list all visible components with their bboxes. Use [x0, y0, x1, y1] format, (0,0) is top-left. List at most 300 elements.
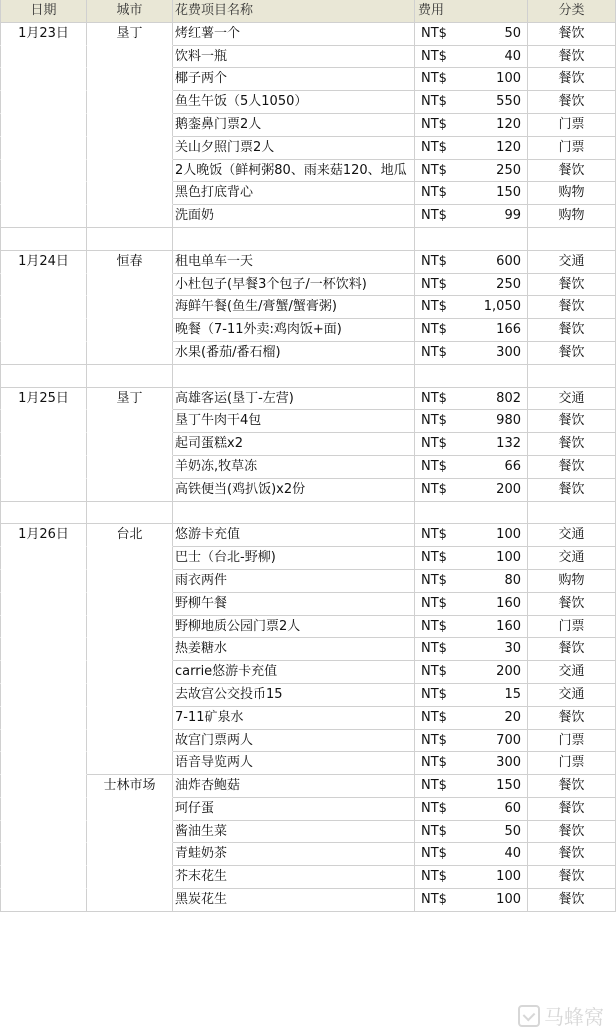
- date-cell[interactable]: [0, 843, 87, 866]
- currency-label: NT$: [421, 823, 447, 839]
- date-cell[interactable]: [0, 638, 87, 661]
- cost-cell[interactable]: [415, 752, 528, 775]
- category-cell[interactable]: 购物: [528, 205, 616, 228]
- date-cell[interactable]: [0, 866, 87, 889]
- item-cell[interactable]: 鹅銮鼻门票2人: [173, 114, 415, 137]
- currency-label: NT$: [421, 572, 447, 588]
- item-cell[interactable]: 饮料一瓶: [173, 46, 415, 69]
- category-cell[interactable]: 购物: [528, 182, 616, 205]
- category-cell[interactable]: 交通: [528, 524, 616, 547]
- cost-cell[interactable]: [415, 866, 528, 889]
- cost-cell[interactable]: [415, 274, 528, 297]
- date-cell[interactable]: [0, 661, 87, 684]
- cost-cell[interactable]: [415, 433, 528, 456]
- amount-value: 802: [496, 390, 521, 406]
- table-row: [0, 479, 616, 502]
- cost-cell[interactable]: [415, 661, 528, 684]
- city-cell[interactable]: [87, 46, 173, 69]
- category-cell[interactable]: 门票: [528, 114, 616, 137]
- item-cell[interactable]: 7-11矿泉水: [173, 707, 415, 730]
- table-row: [0, 570, 616, 593]
- cost-cell[interactable]: [415, 342, 528, 365]
- category-cell[interactable]: 餐饮: [528, 821, 616, 844]
- city-cell[interactable]: 垦丁: [87, 23, 173, 46]
- cost-cell[interactable]: [415, 593, 528, 616]
- item-cell[interactable]: 鱼生午饭（5人1050）: [173, 91, 415, 114]
- table-row: [0, 593, 616, 616]
- city-cell[interactable]: [87, 547, 173, 570]
- date-cell[interactable]: [0, 342, 87, 365]
- city-cell[interactable]: [87, 68, 173, 91]
- header-item[interactable]: 花费项目名称: [173, 0, 415, 23]
- table-row: [0, 137, 616, 160]
- cost-cell[interactable]: [415, 23, 528, 46]
- currency-label: NT$: [421, 527, 447, 543]
- category-cell[interactable]: 餐饮: [528, 433, 616, 456]
- amount-value: 550: [496, 94, 521, 110]
- cost-cell[interactable]: [415, 684, 528, 707]
- cost-cell[interactable]: [415, 479, 528, 502]
- category-cell[interactable]: 交通: [528, 661, 616, 684]
- table-row: [0, 296, 616, 319]
- item-cell[interactable]: [173, 228, 415, 251]
- amount-value: 99: [504, 208, 521, 224]
- item-cell[interactable]: [173, 365, 415, 388]
- currency-label: NT$: [421, 709, 447, 725]
- amount-value: 700: [496, 732, 521, 748]
- header-date[interactable]: 日期: [0, 0, 87, 23]
- category-cell[interactable]: 餐饮: [528, 91, 616, 114]
- currency-label: NT$: [421, 778, 447, 794]
- cost-cell[interactable]: [415, 456, 528, 479]
- amount-value: 120: [496, 116, 521, 132]
- item-cell[interactable]: 油炸杏鲍菇: [173, 775, 415, 798]
- item-cell[interactable]: 关山夕照门票2人: [173, 137, 415, 160]
- table-row: [0, 251, 616, 274]
- currency-label: NT$: [421, 116, 447, 132]
- amount-value: 100: [496, 527, 521, 543]
- item-cell[interactable]: 野柳午餐: [173, 593, 415, 616]
- category-cell[interactable]: 门票: [528, 616, 616, 639]
- currency-label: NT$: [421, 299, 447, 315]
- category-cell[interactable]: 餐饮: [528, 593, 616, 616]
- item-cell[interactable]: 水果(番茄/番石榴): [173, 342, 415, 365]
- currency-label: NT$: [421, 322, 447, 338]
- watermark-text: 马蜂窝: [544, 1005, 604, 1029]
- date-cell[interactable]: 1月23日: [0, 23, 87, 46]
- currency-label: NT$: [421, 48, 447, 64]
- currency-label: NT$: [421, 618, 447, 634]
- item-cell[interactable]: [173, 502, 415, 525]
- cost-cell[interactable]: [415, 821, 528, 844]
- table-row: [0, 410, 616, 433]
- city-cell[interactable]: [87, 160, 173, 183]
- header-city[interactable]: 城市: [87, 0, 173, 23]
- cost-cell[interactable]: [415, 68, 528, 91]
- category-cell[interactable]: 餐饮: [528, 46, 616, 69]
- table-row: [0, 274, 616, 297]
- currency-label: NT$: [421, 800, 447, 816]
- table-row: [0, 798, 616, 821]
- date-cell[interactable]: [0, 228, 87, 251]
- date-cell[interactable]: [0, 889, 87, 912]
- city-cell[interactable]: 台北: [87, 524, 173, 547]
- category-cell[interactable]: 餐饮: [528, 479, 616, 502]
- amount-value: 40: [504, 846, 521, 862]
- date-cell[interactable]: [0, 137, 87, 160]
- amount-value: 132: [496, 436, 521, 452]
- item-cell[interactable]: 烤红薯一个: [173, 23, 415, 46]
- table-row: [0, 616, 616, 639]
- date-cell[interactable]: [0, 616, 87, 639]
- city-cell[interactable]: [87, 228, 173, 251]
- item-cell[interactable]: 巴士（台北-野柳): [173, 547, 415, 570]
- amount-value: 60: [504, 800, 521, 816]
- table-row: [0, 843, 616, 866]
- date-cell[interactable]: [0, 752, 87, 775]
- city-cell[interactable]: [87, 752, 173, 775]
- table-row: [0, 866, 616, 889]
- cost-cell[interactable]: [415, 638, 528, 661]
- item-cell[interactable]: 羊奶冻,牧草冻: [173, 456, 415, 479]
- city-cell[interactable]: [87, 570, 173, 593]
- category-cell[interactable]: [528, 228, 616, 251]
- item-cell[interactable]: 去故宫公交投币15: [173, 684, 415, 707]
- item-cell[interactable]: 垦丁牛肉干4包: [173, 410, 415, 433]
- category-cell[interactable]: 交通: [528, 251, 616, 274]
- city-cell[interactable]: [87, 479, 173, 502]
- category-cell[interactable]: 交通: [528, 684, 616, 707]
- amount-value: 120: [496, 139, 521, 155]
- table-row: [0, 889, 616, 912]
- date-cell[interactable]: [0, 205, 87, 228]
- date-cell[interactable]: [0, 160, 87, 183]
- category-cell[interactable]: 餐饮: [528, 274, 616, 297]
- cost-cell[interactable]: [415, 843, 528, 866]
- cost-cell[interactable]: [415, 365, 528, 388]
- category-cell[interactable]: 餐饮: [528, 410, 616, 433]
- amount-value: 100: [496, 869, 521, 885]
- watermark: [518, 1001, 604, 1030]
- amount-value: 20: [504, 709, 521, 725]
- cost-cell[interactable]: [415, 91, 528, 114]
- item-cell[interactable]: 黑色打底背心: [173, 182, 415, 205]
- date-cell[interactable]: [0, 798, 87, 821]
- mafengwo-logo-icon: [518, 1005, 540, 1027]
- city-cell[interactable]: [87, 616, 173, 639]
- city-cell[interactable]: [87, 433, 173, 456]
- date-cell[interactable]: [0, 730, 87, 753]
- date-cell[interactable]: 1月26日: [0, 524, 87, 547]
- item-cell[interactable]: 晚餐（7-11外卖:鸡肉饭+面): [173, 319, 415, 342]
- date-cell[interactable]: [0, 319, 87, 342]
- blank-row: [0, 228, 616, 251]
- item-cell[interactable]: 野柳地质公园门票2人: [173, 616, 415, 639]
- item-cell[interactable]: 黑炭花生: [173, 889, 415, 912]
- city-cell[interactable]: [87, 684, 173, 707]
- category-cell[interactable]: 餐饮: [528, 296, 616, 319]
- cost-cell[interactable]: [415, 251, 528, 274]
- cost-cell[interactable]: [415, 775, 528, 798]
- date-cell[interactable]: [0, 593, 87, 616]
- category-cell[interactable]: 餐饮: [528, 342, 616, 365]
- city-cell[interactable]: [87, 91, 173, 114]
- cost-cell[interactable]: [415, 798, 528, 821]
- table-row: [0, 661, 616, 684]
- table-row: [0, 114, 616, 137]
- cost-cell[interactable]: [415, 570, 528, 593]
- cost-cell[interactable]: [415, 388, 528, 411]
- date-cell[interactable]: [0, 274, 87, 297]
- city-cell[interactable]: [87, 866, 173, 889]
- date-cell[interactable]: [0, 821, 87, 844]
- table-row: [0, 547, 616, 570]
- city-cell[interactable]: [87, 730, 173, 753]
- city-cell[interactable]: [87, 638, 173, 661]
- cost-cell[interactable]: [415, 205, 528, 228]
- table-row: [0, 160, 616, 183]
- date-cell[interactable]: 1月25日: [0, 388, 87, 411]
- amount-value: 200: [496, 481, 521, 497]
- item-cell[interactable]: 珂仔蛋: [173, 798, 415, 821]
- cost-cell[interactable]: [415, 160, 528, 183]
- item-cell[interactable]: 酱油生菜: [173, 821, 415, 844]
- date-cell[interactable]: [0, 365, 87, 388]
- currency-label: NT$: [421, 641, 447, 657]
- category-cell[interactable]: 门票: [528, 752, 616, 775]
- table-row: [0, 91, 616, 114]
- amount-value: 166: [496, 322, 521, 338]
- currency-label: NT$: [421, 162, 447, 178]
- currency-label: NT$: [421, 664, 447, 680]
- cost-cell[interactable]: [415, 182, 528, 205]
- item-cell[interactable]: 青蛙奶茶: [173, 843, 415, 866]
- date-cell[interactable]: [0, 547, 87, 570]
- city-cell[interactable]: [87, 205, 173, 228]
- currency-label: NT$: [421, 390, 447, 406]
- date-cell[interactable]: [0, 456, 87, 479]
- table-row: [0, 388, 616, 411]
- city-cell[interactable]: [87, 502, 173, 525]
- category-cell[interactable]: [528, 365, 616, 388]
- amount-value: 100: [496, 71, 521, 87]
- city-cell[interactable]: [87, 365, 173, 388]
- city-cell[interactable]: 垦丁: [87, 388, 173, 411]
- amount-value: 40: [504, 48, 521, 64]
- cost-cell[interactable]: [415, 730, 528, 753]
- table-row: [0, 23, 616, 46]
- date-cell[interactable]: [0, 433, 87, 456]
- item-cell[interactable]: 洗面奶: [173, 205, 415, 228]
- header-cost[interactable]: 费用: [415, 0, 528, 23]
- header-category[interactable]: 分类: [528, 0, 616, 23]
- date-cell[interactable]: [0, 707, 87, 730]
- city-cell[interactable]: [87, 593, 173, 616]
- category-cell[interactable]: 餐饮: [528, 638, 616, 661]
- cost-cell[interactable]: [415, 137, 528, 160]
- category-cell[interactable]: 餐饮: [528, 889, 616, 912]
- item-cell[interactable]: 高雄客运(垦丁-左营): [173, 388, 415, 411]
- category-cell[interactable]: [528, 502, 616, 525]
- item-cell[interactable]: 小杜包子(早餐3个包子/一杯饮料): [173, 274, 415, 297]
- table-row: [0, 752, 616, 775]
- item-cell[interactable]: 椰子两个: [173, 68, 415, 91]
- currency-label: NT$: [421, 185, 447, 201]
- city-cell[interactable]: 恒春: [87, 251, 173, 274]
- city-cell[interactable]: [87, 319, 173, 342]
- item-cell[interactable]: 2人晚饭（鲜柯粥80、雨来菇120、地瓜: [173, 160, 415, 183]
- date-cell[interactable]: [0, 91, 87, 114]
- currency-label: NT$: [421, 755, 447, 771]
- category-cell[interactable]: 门票: [528, 730, 616, 753]
- date-cell[interactable]: [0, 296, 87, 319]
- amount-value: 160: [496, 595, 521, 611]
- city-cell[interactable]: [87, 821, 173, 844]
- currency-label: NT$: [421, 458, 447, 474]
- item-cell[interactable]: 热姜糖水: [173, 638, 415, 661]
- amount-value: 80: [504, 572, 521, 588]
- cost-cell[interactable]: [415, 319, 528, 342]
- item-cell[interactable]: 高铁便当(鸡扒饭)x2份: [173, 479, 415, 502]
- date-cell[interactable]: [0, 570, 87, 593]
- currency-label: NT$: [421, 276, 447, 292]
- cost-cell[interactable]: [415, 46, 528, 69]
- amount-value: 66: [504, 458, 521, 474]
- currency-label: NT$: [421, 732, 447, 748]
- category-cell[interactable]: 餐饮: [528, 707, 616, 730]
- date-cell[interactable]: [0, 68, 87, 91]
- category-cell[interactable]: 餐饮: [528, 319, 616, 342]
- table-row: [0, 46, 616, 69]
- category-cell[interactable]: 购物: [528, 570, 616, 593]
- table-row: [0, 205, 616, 228]
- category-cell[interactable]: 交通: [528, 547, 616, 570]
- table-row: [0, 684, 616, 707]
- blank-row: [0, 502, 616, 525]
- item-cell[interactable]: carrie悠游卡充值: [173, 661, 415, 684]
- cost-cell[interactable]: [415, 410, 528, 433]
- currency-label: NT$: [421, 481, 447, 497]
- city-cell[interactable]: [87, 296, 173, 319]
- date-cell[interactable]: [0, 410, 87, 433]
- city-cell[interactable]: [87, 889, 173, 912]
- currency-label: NT$: [421, 595, 447, 611]
- currency-label: NT$: [421, 846, 447, 862]
- date-cell[interactable]: [0, 775, 87, 798]
- city-cell[interactable]: [87, 798, 173, 821]
- item-cell[interactable]: 起司蛋糕x2: [173, 433, 415, 456]
- table-row: [0, 821, 616, 844]
- cost-cell[interactable]: [415, 502, 528, 525]
- item-cell[interactable]: 芥末花生: [173, 866, 415, 889]
- date-cell[interactable]: [0, 684, 87, 707]
- date-cell[interactable]: [0, 182, 87, 205]
- cost-cell[interactable]: [415, 114, 528, 137]
- amount-value: 50: [504, 25, 521, 41]
- item-cell[interactable]: 悠游卡充值: [173, 524, 415, 547]
- city-cell[interactable]: [87, 661, 173, 684]
- city-cell[interactable]: [87, 182, 173, 205]
- category-cell[interactable]: 餐饮: [528, 68, 616, 91]
- amount-value: 100: [496, 550, 521, 566]
- city-cell[interactable]: [87, 342, 173, 365]
- item-cell[interactable]: 雨衣两件: [173, 570, 415, 593]
- amount-value: 1,050: [483, 299, 521, 315]
- table-row: [0, 707, 616, 730]
- category-cell[interactable]: 交通: [528, 388, 616, 411]
- amount-value: 200: [496, 664, 521, 680]
- category-cell[interactable]: 餐饮: [528, 798, 616, 821]
- currency-label: NT$: [421, 344, 447, 360]
- date-cell[interactable]: [0, 479, 87, 502]
- cost-cell[interactable]: [415, 707, 528, 730]
- category-cell[interactable]: 餐饮: [528, 456, 616, 479]
- table-row: [0, 433, 616, 456]
- cost-cell[interactable]: [415, 616, 528, 639]
- table-row: [0, 730, 616, 753]
- currency-label: NT$: [421, 25, 447, 41]
- item-cell[interactable]: 语音导览两人: [173, 752, 415, 775]
- item-cell[interactable]: 海鲜午餐(鱼生/膏蟹/蟹膏粥): [173, 296, 415, 319]
- city-cell[interactable]: [87, 410, 173, 433]
- currency-label: NT$: [421, 550, 447, 566]
- amount-value: 150: [496, 185, 521, 201]
- date-cell[interactable]: [0, 46, 87, 69]
- date-cell[interactable]: [0, 502, 87, 525]
- amount-value: 300: [496, 344, 521, 360]
- table-row: [0, 182, 616, 205]
- city-cell[interactable]: [87, 707, 173, 730]
- table-row: [0, 319, 616, 342]
- amount-value: 980: [496, 413, 521, 429]
- currency-label: NT$: [421, 869, 447, 885]
- amount-value: 600: [496, 253, 521, 269]
- city-cell[interactable]: [87, 137, 173, 160]
- currency-label: NT$: [421, 208, 447, 224]
- category-cell[interactable]: 餐饮: [528, 160, 616, 183]
- category-cell[interactable]: 餐饮: [528, 23, 616, 46]
- amount-value: 30: [504, 641, 521, 657]
- currency-label: NT$: [421, 436, 447, 452]
- cost-cell[interactable]: [415, 296, 528, 319]
- item-cell[interactable]: 租电单车一天: [173, 251, 415, 274]
- cost-cell[interactable]: [415, 524, 528, 547]
- category-cell[interactable]: 餐饮: [528, 775, 616, 798]
- cost-cell[interactable]: [415, 547, 528, 570]
- category-cell[interactable]: 餐饮: [528, 866, 616, 889]
- table-row: [0, 524, 616, 547]
- category-cell[interactable]: 门票: [528, 137, 616, 160]
- amount-value: 15: [504, 686, 521, 702]
- currency-label: NT$: [421, 892, 447, 908]
- city-cell[interactable]: [87, 456, 173, 479]
- table-row: [0, 775, 616, 798]
- currency-label: NT$: [421, 94, 447, 110]
- blank-row: [0, 365, 616, 388]
- cost-cell[interactable]: [415, 889, 528, 912]
- city-cell[interactable]: [87, 843, 173, 866]
- date-cell[interactable]: 1月24日: [0, 251, 87, 274]
- cost-cell[interactable]: [415, 228, 528, 251]
- category-cell[interactable]: 餐饮: [528, 843, 616, 866]
- city-cell[interactable]: [87, 114, 173, 137]
- city-cell[interactable]: 士林市场: [87, 775, 173, 798]
- date-cell[interactable]: [0, 114, 87, 137]
- amount-value: 250: [496, 276, 521, 292]
- amount-value: 100: [496, 892, 521, 908]
- item-cell[interactable]: 故宫门票两人: [173, 730, 415, 753]
- city-cell[interactable]: [87, 274, 173, 297]
